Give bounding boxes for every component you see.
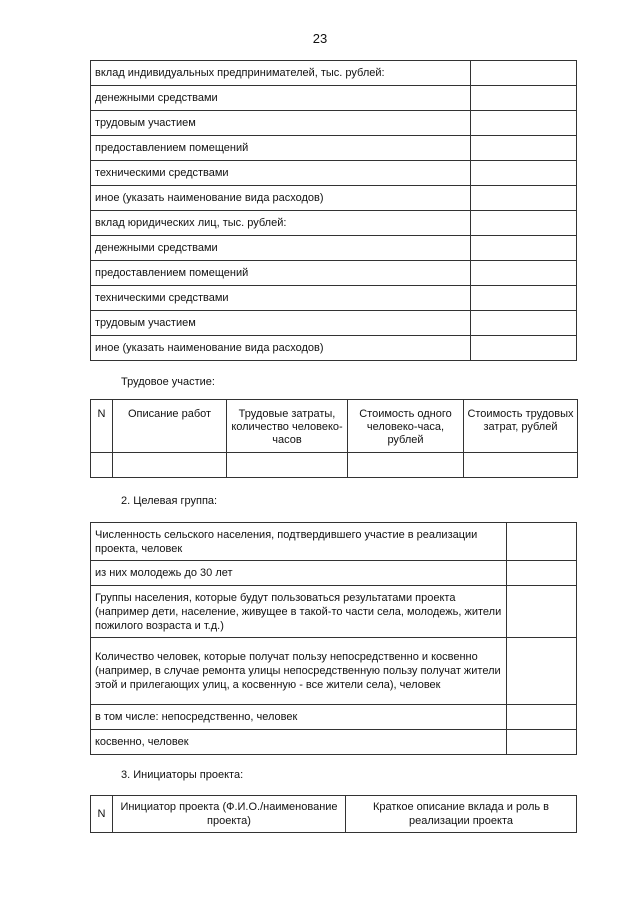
row-label: денежными средствами (91, 236, 471, 261)
col-header-number: N (91, 796, 113, 833)
value-cell (507, 523, 577, 561)
row-label: предоставлением помещений (91, 136, 471, 161)
value-cell (471, 136, 577, 161)
empty-cell (348, 453, 464, 478)
table-row (91, 211, 577, 236)
row-label: техническими средствами (91, 286, 471, 311)
table-row (91, 730, 577, 755)
row-label: косвенно, человек (91, 730, 507, 755)
row-label: трудовым участием (91, 111, 471, 136)
header-row (91, 400, 578, 453)
col-header-labor-hours: Трудовые затраты, количество человеко-часов (227, 400, 348, 453)
initiators-heading: 3. Инициаторы проекта: (121, 769, 244, 781)
row-label: Количество человек, которые получат пользу непосредственно и косвенно (например, в случае ремонта улицы непосредственную пользу получат жители этой и прилегающих улиц, а косвенную - все жители села), человек (91, 638, 507, 705)
table-row (91, 705, 577, 730)
table-row (91, 111, 577, 136)
value-cell (471, 186, 577, 211)
table-row (91, 161, 577, 186)
table-row (91, 61, 577, 86)
value-cell (471, 311, 577, 336)
row-label: иное (указать наименование вида расходов) (91, 186, 471, 211)
value-cell (507, 638, 577, 705)
labor-heading: Трудовое участие: (121, 376, 215, 388)
table-row (91, 638, 577, 705)
col-header-number: N (91, 400, 113, 453)
row-label: вклад юридических лиц, тыс. рублей: (91, 211, 471, 236)
value-cell (507, 561, 577, 586)
contributions-table (90, 60, 577, 361)
row-label: денежными средствами (91, 86, 471, 111)
value-cell (471, 261, 577, 286)
initiators-table (90, 795, 577, 833)
value-cell (471, 111, 577, 136)
row-label: иное (указать наименование вида расходов) (91, 336, 471, 361)
empty-cell (227, 453, 348, 478)
value-cell (471, 86, 577, 111)
target-group-heading: 2. Целевая группа: (121, 495, 218, 507)
row-label: вклад индивидуальных предпринимателей, тыс. рублей: (91, 61, 471, 86)
row-label: трудовым участием (91, 311, 471, 336)
table-row (91, 561, 577, 586)
col-header-total-cost: Стоимость трудовых затрат, рублей (464, 400, 578, 453)
row-label: из них молодежь до 30 лет (91, 561, 507, 586)
table-row (91, 86, 577, 111)
labor-table (90, 399, 578, 478)
table-row (91, 186, 577, 211)
value-cell (507, 730, 577, 755)
col-header-description: Описание работ (113, 400, 227, 453)
row-label: техническими средствами (91, 161, 471, 186)
empty-cell (113, 453, 227, 478)
empty-cell (91, 453, 113, 478)
col-header-initiator: Инициатор проекта (Ф.И.О./наименование проекта) (113, 796, 346, 833)
table-row (91, 523, 577, 561)
target-group-table (90, 522, 577, 755)
row-label: предоставлением помещений (91, 261, 471, 286)
value-cell (507, 586, 577, 638)
table-row (91, 453, 578, 478)
col-header-contribution: Краткое описание вклада и роль в реализации проекта (346, 796, 577, 833)
value-cell (471, 286, 577, 311)
table-row (91, 586, 577, 638)
table-row (91, 136, 577, 161)
value-cell (471, 211, 577, 236)
table-row (91, 336, 577, 361)
row-label: в том числе: непосредственно, человек (91, 705, 507, 730)
value-cell (471, 161, 577, 186)
table-row (91, 261, 577, 286)
value-cell (507, 705, 577, 730)
header-row (91, 796, 577, 833)
table-row (91, 311, 577, 336)
row-label: Группы населения, которые будут пользоваться результатами проекта (например дети, население, живущее в такой-то части села, молодежь, жители пожилого возраста и т.д.) (91, 586, 507, 638)
value-cell (471, 336, 577, 361)
value-cell (471, 61, 577, 86)
empty-cell (464, 453, 578, 478)
value-cell (471, 236, 577, 261)
table-row (91, 286, 577, 311)
page-number: 23 (312, 31, 328, 46)
row-label: Численность сельского населения, подтвердившего участие в реализации проекта, человек (91, 523, 507, 561)
col-header-hour-cost: Стоимость одного человеко-часа, рублей (348, 400, 464, 453)
table-row (91, 236, 577, 261)
